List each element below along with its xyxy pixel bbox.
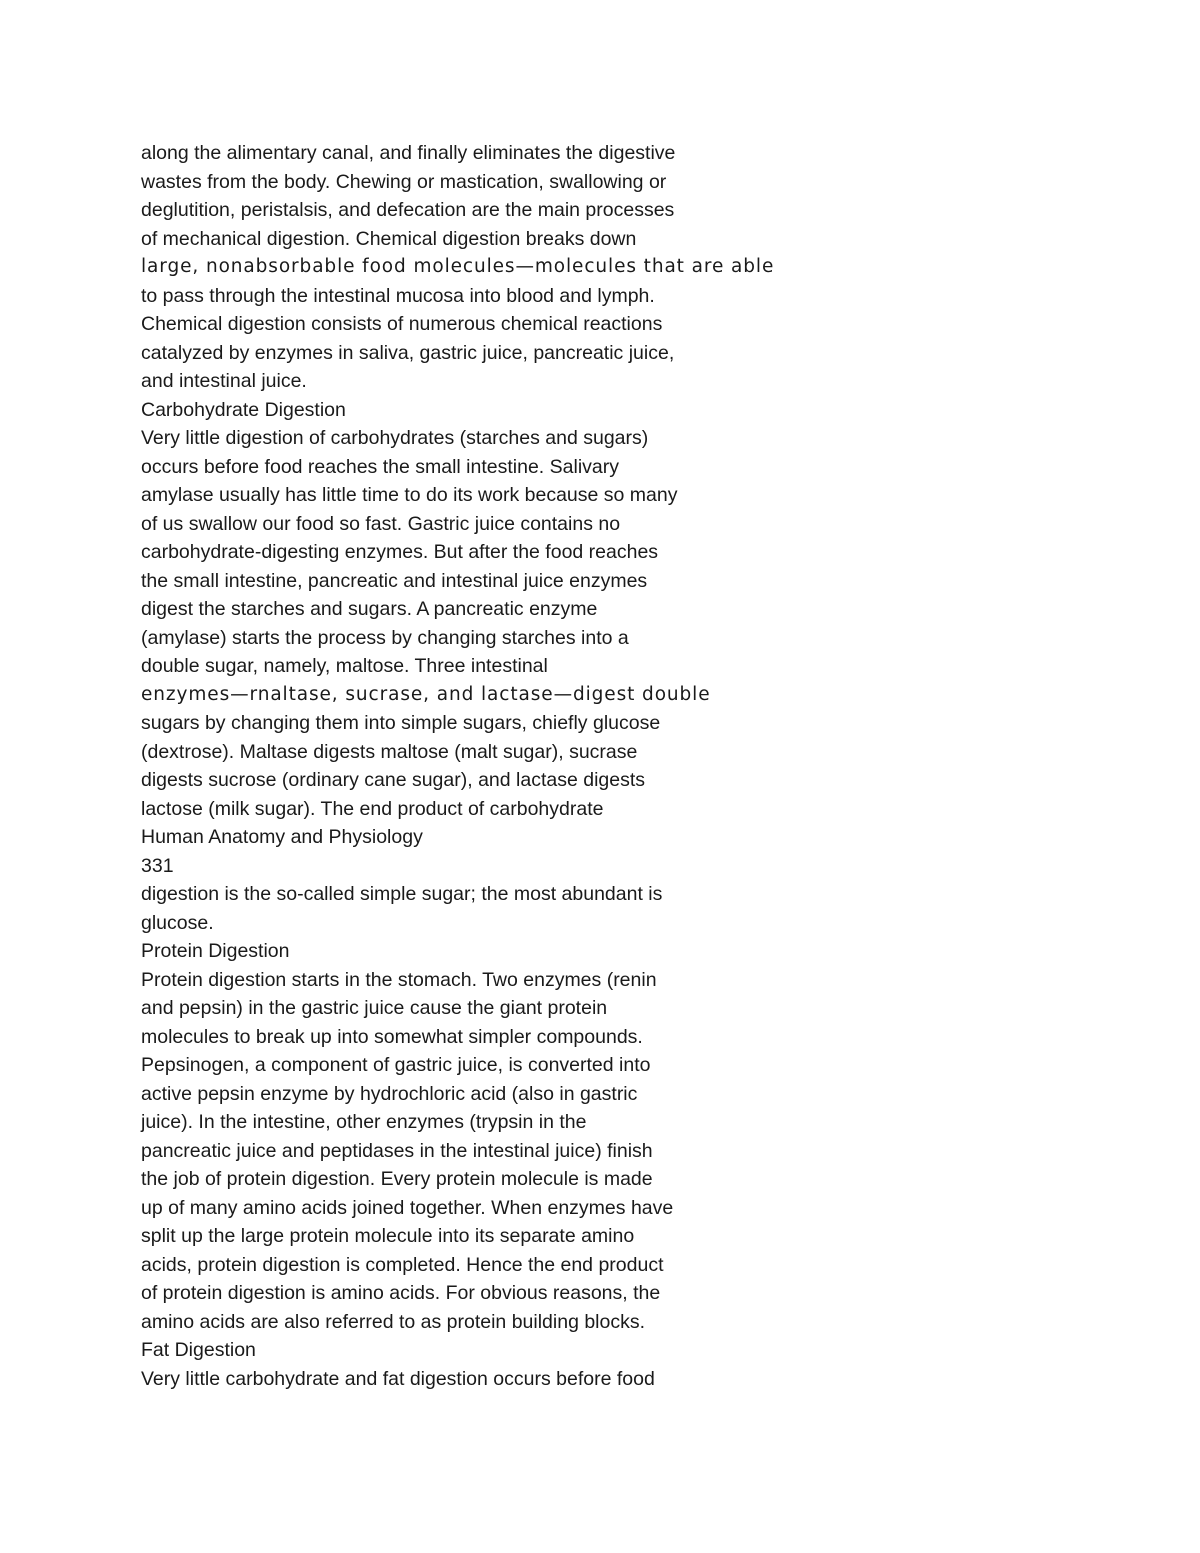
text-line: Fat Digestion [141,1339,256,1361]
text-line: 331 [141,854,174,877]
text-line: active pepsin enzyme by hydrochloric acid (also in gastric [141,1082,638,1105]
text-line: of us swallow our food so fast. Gastric juice contains no [141,512,621,535]
text-line: Human Anatomy and Physiology [141,826,423,848]
text-line: juice). In the intestine, other enzymes (trypsin in the [141,1111,587,1133]
text-line: Protein digestion starts in the stomach. Two enzymes (renin [141,968,657,991]
text-line: digestion is the so-called simple sugar; the most abundant is [141,883,663,905]
text-line: of mechanical digestion. Chemical digestion breaks down [141,227,637,250]
text-line: enzymes—rnaltase, sucrase, and lactase—digest double [141,683,711,705]
text-line: occurs before food reaches the small intestine. Salivary [141,455,619,478]
text-line: Pepsinogen, a component of gastric juice, is converted into [141,1054,651,1076]
text-line: Carbohydrate Digestion [141,398,346,421]
text-line: and pepsin) in the gastric juice cause the giant protein [141,997,608,1019]
text-line: (dextrose). Maltase digests maltose (malt sugar), sucrase [141,740,638,763]
text-line: the small intestine, pancreatic and intestinal juice enzymes [141,569,648,592]
text-line: sugars by changing them into simple sugars, chiefly glucose [141,712,661,734]
text-line: lactose (milk sugar). The end product of carbohydrate [141,797,604,820]
text-line: the job of protein digestion. Every protein molecule is made [141,1168,653,1190]
text-line: wastes from the body. Chewing or mastication, swallowing or [141,170,667,193]
document-body-text [141,139,1141,1393]
text-line: Protein Digestion [141,940,290,962]
text-line: Very little carbohydrate and fat digestion occurs before food [141,1367,655,1390]
text-line: catalyzed by enzymes in saliva, gastric juice, pancreatic juice, [141,341,675,364]
text-line: split up the large protein molecule into its separate amino [141,1225,635,1247]
text-line: pancreatic juice and peptidases in the intestinal juice) finish [141,1139,653,1162]
text-line: to pass through the intestinal mucosa into blood and lymph. [141,284,655,307]
text-line: molecules to break up into somewhat simpler compounds. [141,1025,643,1048]
text-line: (amylase) starts the process by changing starches into a [141,626,629,649]
text-line: acids, protein digestion is completed. Hence the end product [141,1253,664,1276]
text-line: amylase usually has little time to do its work because so many [141,484,678,506]
text-line: deglutition, peristalsis, and defecation are the main processes [141,199,675,221]
text-line: digest the starches and sugars. A pancreatic enzyme [141,598,598,620]
text-line: amino acids are also referred to as protein building blocks. [141,1310,646,1333]
text-line: glucose. [141,911,214,934]
text-line: carbohydrate-digesting enzymes. But after the food reaches [141,541,659,563]
text-line: up of many amino acids joined together. When enzymes have [141,1196,674,1219]
text-line: and intestinal juice. [141,370,307,392]
text-line: large, nonabsorbable food molecules—molecules that are able [141,256,775,277]
text-line: along the alimentary canal, and finally eliminates the digestive [141,142,676,164]
text-line: digests sucrose (ordinary cane sugar), and lactase digests [141,769,646,791]
text-line: Very little digestion of carbohydrates (starches and sugars) [141,427,649,449]
text-line: double sugar, namely, maltose. Three intestinal [141,655,548,677]
text-line: of protein digestion is amino acids. For obvious reasons, the [141,1282,661,1304]
text-line: Chemical digestion consists of numerous chemical reactions [141,313,663,335]
